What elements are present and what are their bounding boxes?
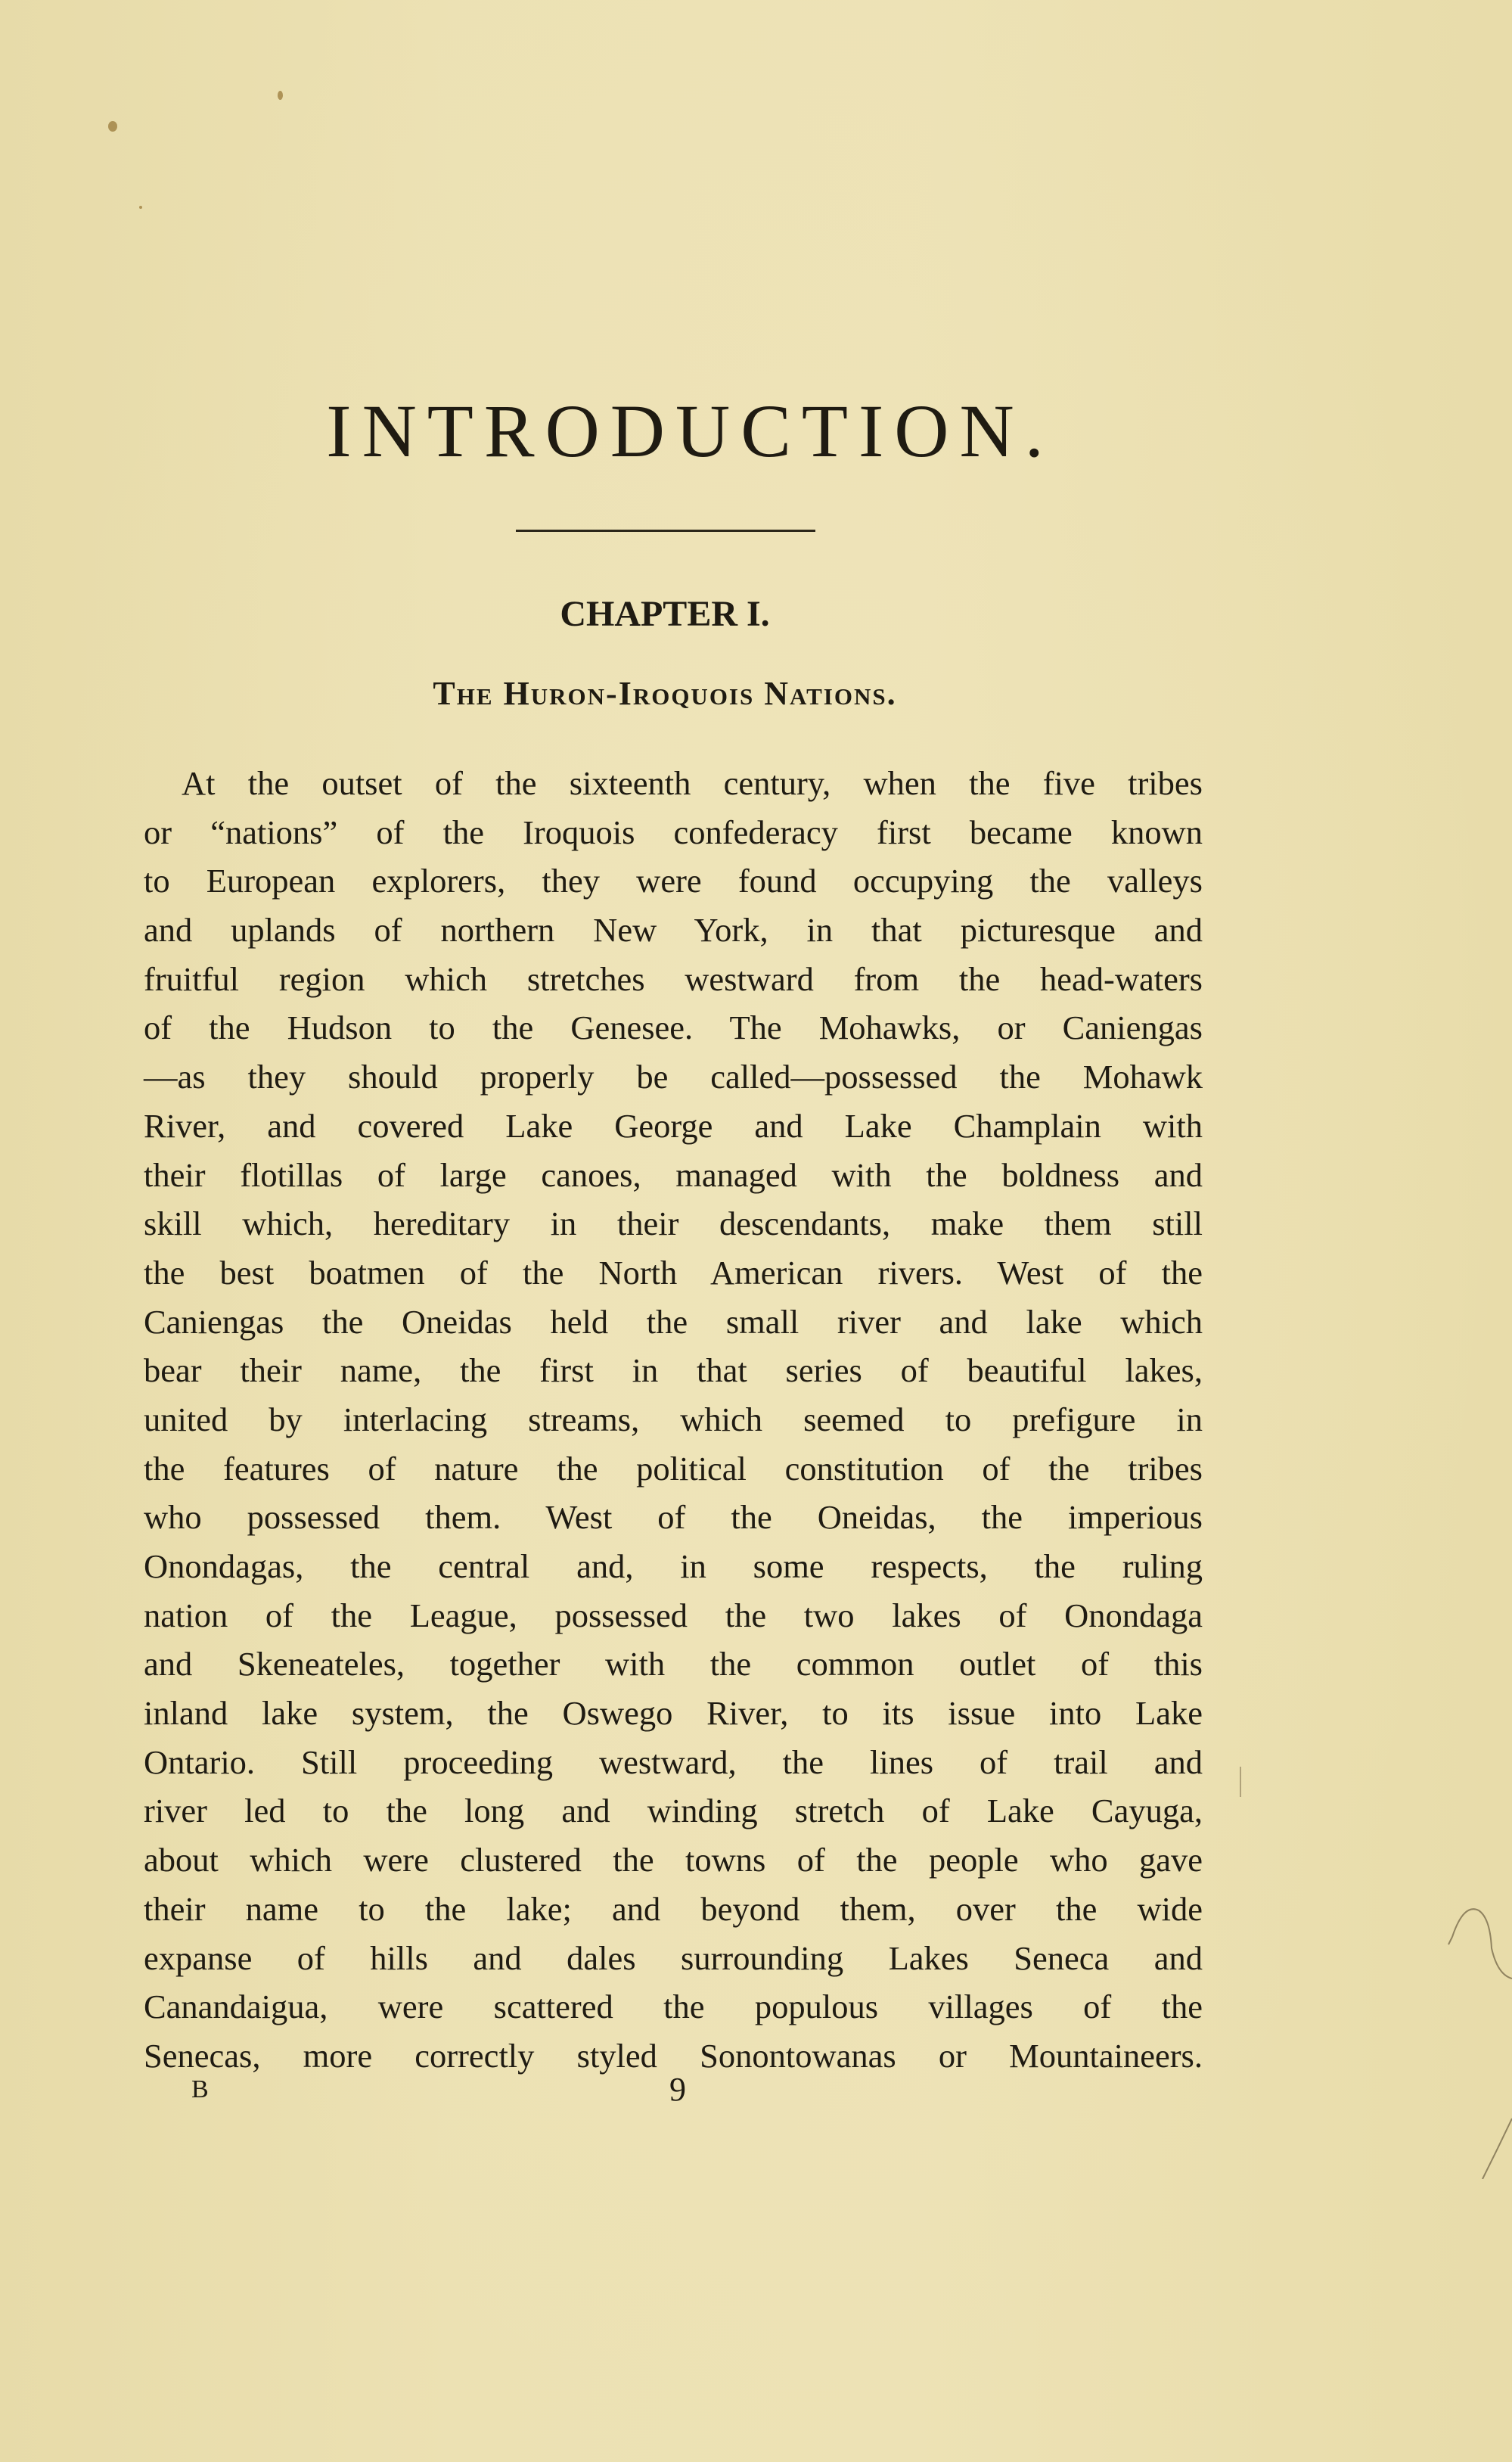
body-line: their flotillas of large canoes, managed with the boldness and: [144, 1155, 1203, 1194]
body-line: Caniengas the Oneidas held the small river and lake which: [144, 1302, 1203, 1341]
page-title: INTRODUCTION.: [326, 389, 1054, 473]
body-line: and Skeneateles, together with the common outlet of this: [144, 1645, 1203, 1683]
body-line: and uplands of northern New York, in that picturesque and: [144, 911, 1203, 950]
body-line: river led to the long and winding stretch of Lake Cayuga,: [144, 1792, 1203, 1830]
signature-mark: B: [191, 2075, 209, 2103]
chapter-heading: CHAPTER I.: [560, 594, 770, 634]
body-line: Canandaigua, were scattered the populous villages of the: [144, 1988, 1203, 2026]
body-line: their name to the lake; and beyond them, over the wide: [144, 1889, 1203, 1928]
paper-speck: [278, 91, 283, 100]
body-line: expanse of hills and dales surrounding Lakes Seneca and: [144, 1938, 1203, 1977]
body-paragraph: [144, 759, 1203, 2081]
body-line: Senecas, more correctly styled Sonontowanas or Mountaineers.: [144, 2036, 1203, 2075]
body-line: River, and covered Lake George and Lake Champlain with: [144, 1106, 1203, 1145]
body-line: Onondagas, the central and, in some respects, the ruling: [144, 1547, 1203, 1585]
body-line: skill which, hereditary in their descendants, make them still: [144, 1205, 1203, 1243]
body-line: to European explorers, they were found occupying the valleys: [144, 862, 1203, 900]
chapter-subtitle: The Huron-Iroquois Nations.: [433, 675, 897, 712]
body-line: —as they should properly be called—possessed the Mohawk: [144, 1058, 1203, 1096]
body-line: Ontario. Still proceeding westward, the lines of trail and: [144, 1742, 1203, 1781]
title-divider: [516, 530, 815, 532]
body-line: the features of nature the political constitution of the tribes: [144, 1449, 1203, 1487]
paper-speck: [139, 206, 142, 209]
margin-pencil-mark: [1237, 1767, 1244, 1797]
body-line: inland lake system, the Oswego River, to its issue into Lake: [144, 1694, 1203, 1733]
paper-speck: [108, 121, 117, 132]
body-line: nation of the League, possessed the two lakes of Onondaga: [144, 1596, 1203, 1634]
body-line: At the outset of the sixteenth century, when the five tribes: [182, 764, 1203, 802]
body-line: or “nations” of the Iroquois confederacy first became known: [144, 813, 1203, 851]
body-line: the best boatmen of the North American rivers. West of the: [144, 1253, 1203, 1292]
margin-pencil-mark: [1437, 1876, 1512, 2179]
body-line: about which were clustered the towns of the people who gave: [144, 1841, 1203, 1879]
body-line: who possessed them. West of the Oneidas, the imperious: [144, 1498, 1203, 1537]
body-line: of the Hudson to the Genesee. The Mohawks, or Caniengas: [144, 1009, 1203, 1047]
body-line: united by interlacing streams, which seemed to prefigure in: [144, 1400, 1203, 1438]
body-line: bear their name, the first in that series of beautiful lakes,: [144, 1351, 1203, 1390]
body-line: fruitful region which stretches westward from the head-waters: [144, 959, 1203, 998]
page-number: 9: [669, 2071, 686, 2108]
